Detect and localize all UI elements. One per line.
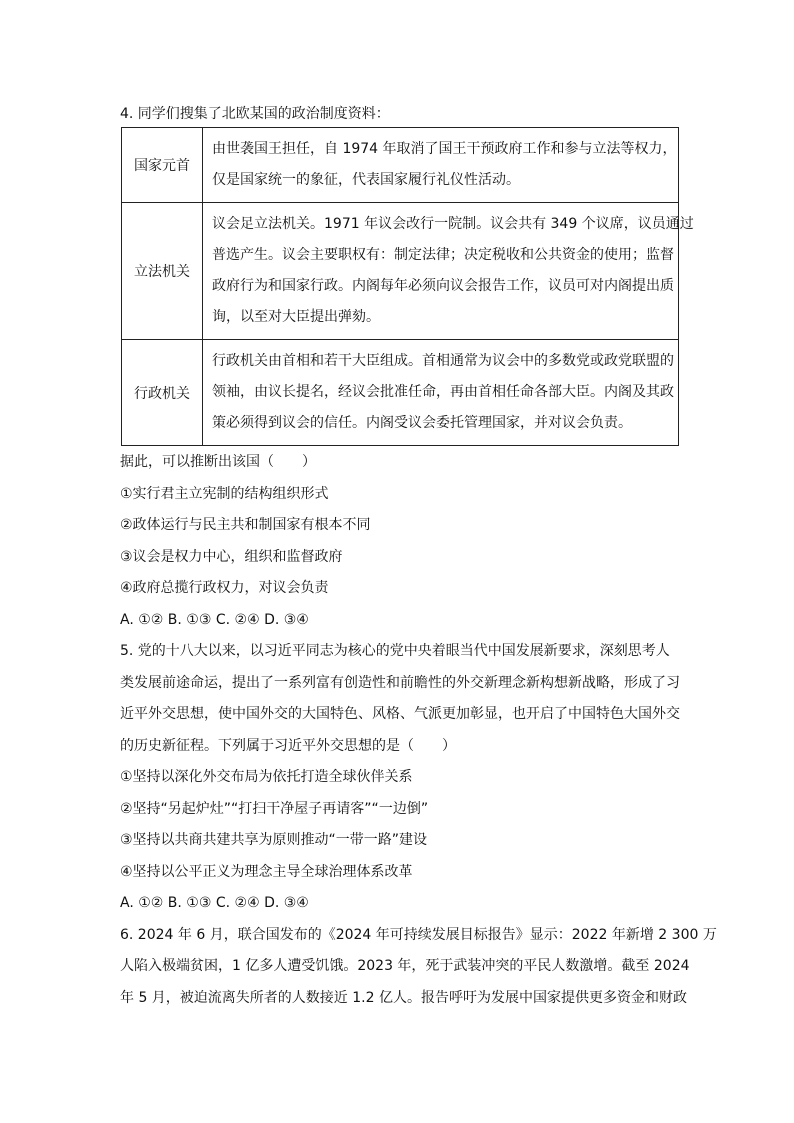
category-cell: 立法机关	[122, 203, 203, 340]
question-5-line: 5. 党的十八大以来，以习近平同志为核心的党中央着眼当代中国发展新要求，深刻思考人	[120, 643, 670, 659]
option-3: ③议会是权力中心，组织和监督政府	[120, 548, 343, 565]
description-line: 政府行为和国家行政。内阁每年必须向议会报告工作，议员可对内阁提出质	[212, 278, 674, 294]
description-line: 仅是国家统一的象征，代表国家履行礼仪性活动。	[212, 172, 520, 188]
answer-choices: A. ①② B. ①③ C. ②④ D. ③④	[120, 895, 309, 911]
question-5-line: 类发展前途命运，提出了一系列富有创造性和前瞻性的外交新理念新构想新战略，形成了习	[120, 674, 680, 691]
question-4-prompt: 据此，可以推断出该国（ ）	[120, 454, 316, 470]
question-6-line: 人陷入极端贫困，1 亿多人遭受饥饿。2023 年，死于武装冲突的平民人数激增。截至 2024	[120, 958, 690, 974]
description-line: 行政机关由首相和若干大臣组成。首相通常为议会中的多数党或政党联盟的	[212, 353, 674, 369]
option-4: ④政府总揽行政权力，对议会负责	[120, 580, 329, 596]
option-2: ②政体运行与民主共和制国家有根本不同	[120, 517, 371, 533]
answer-choices: A. ①② B. ①③ C. ②④ D. ③④	[120, 611, 309, 628]
question-5-line: 近平外交思想，使中国外交的大国特色、风格、气派更加彰显，也开启了中国特色大国外交	[120, 706, 680, 722]
option-1: ①坚持以深化外交布局为依托打造全球伙伴关系	[120, 769, 413, 785]
table-row	[122, 340, 679, 446]
description-line: 领袖，由议长提名，经议会批准任命，再由首相任命各部大臣。内阁及其政	[212, 384, 674, 400]
question-4-stem: 4. 同学们搜集了北欧某国的政治制度资料：	[120, 106, 390, 122]
table-row	[122, 128, 679, 203]
category-cell: 行政机关	[122, 340, 203, 446]
table-row	[122, 203, 679, 340]
description-line: 普选产生。议会主要职权有：制定法律；决定税收和公共资金的使用；监督	[212, 247, 674, 263]
option-2: ②坚持“另起炉灶”“打扫干净屋子再请客”“一边倒”	[120, 800, 429, 817]
option-4: ④坚持以公平正义为理念主导全球治理体系改革	[120, 863, 413, 880]
exam-page	[120, 101, 717, 1014]
description-line: 询，以至对大臣提出弹劾。	[212, 309, 380, 325]
category-cell: 国家元首	[122, 128, 203, 203]
option-1: ①实行君主立宪制的结构组织形式	[120, 485, 329, 502]
description-cell	[203, 128, 679, 203]
description-cell	[203, 203, 694, 340]
question-6-line: 6. 2024 年 6 月，联合国发布的《2024 年可持续发展目标报告》显示：2022 年新增 2 300 万	[120, 926, 717, 943]
question-6-line: 年 5 月，被迫流离失所者的人数接近 1.2 亿人。报告呼吁为发展中国家提供更多资金和财政	[120, 989, 687, 1006]
description-line: 策必须得到议会的信任。内阁受议会委托管理国家，并对议会负责。	[212, 415, 632, 431]
description-line: 由世袭国王担任，自 1974 年取消了国王干预政府工作和参与立法等权力，	[212, 141, 677, 157]
option-3: ③坚持以共商共建共享为原则推动“一带一路”建设	[120, 832, 428, 848]
description-line: 议会足立法机关。1971 年议会改行一院制。议会共有 349 个议席，议员通过	[212, 216, 694, 232]
description-cell	[203, 340, 679, 446]
political-system-table	[121, 127, 694, 446]
question-5-line: 的历史新征程。下列属于习近平外交思想的是（ ）	[120, 737, 456, 754]
